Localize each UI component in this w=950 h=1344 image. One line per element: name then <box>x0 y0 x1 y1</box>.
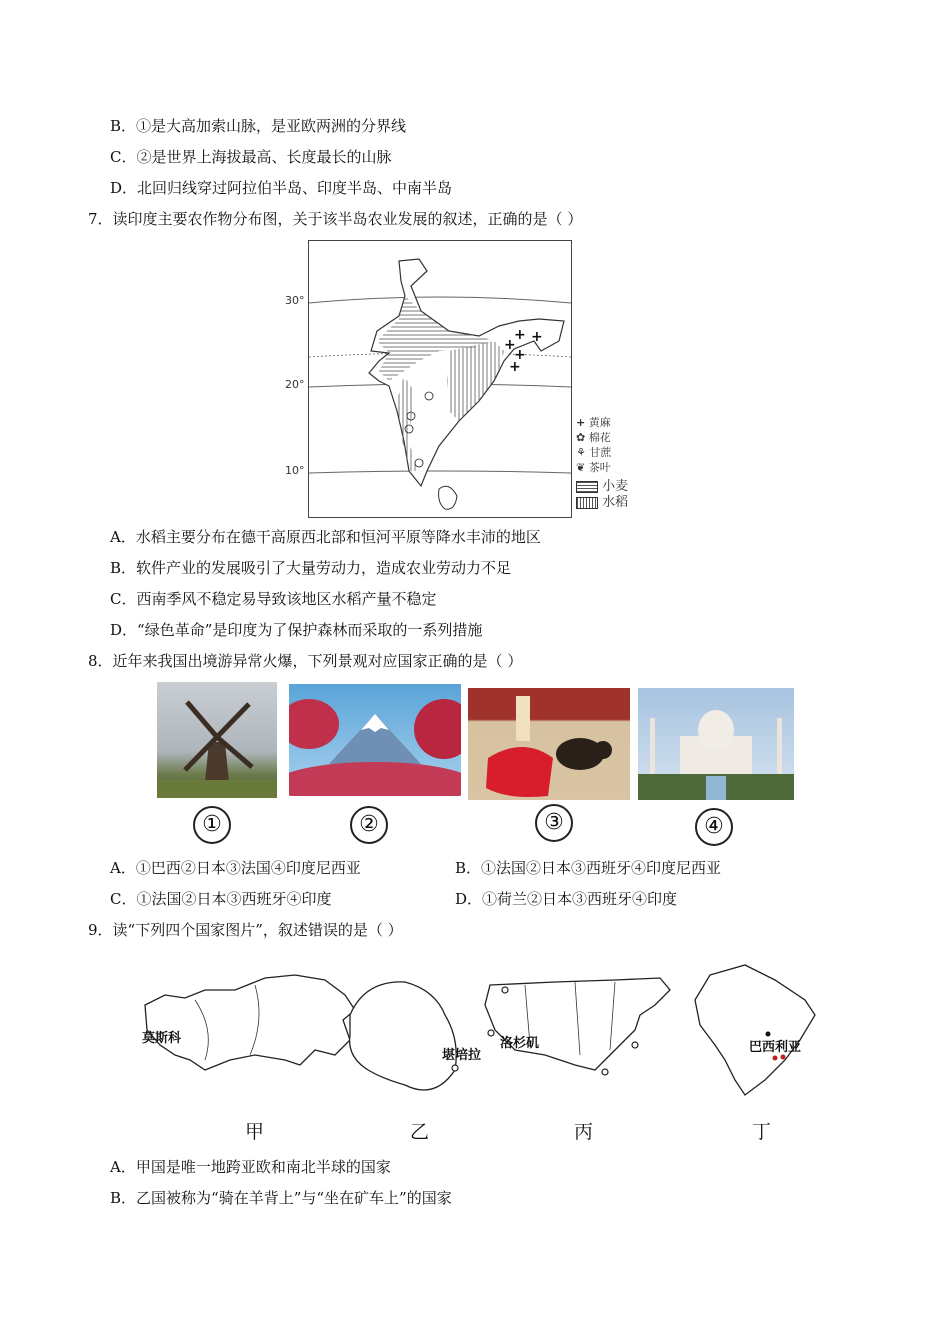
q7-option-a: A．水稻主要分布在德干高原西北部和恒河平原等降水丰沛的地区 <box>110 528 541 546</box>
bullfight-icon <box>468 688 630 800</box>
q8-option-d: D．①荷兰②日本③西班牙④印度 <box>455 890 678 908</box>
country-label-yi: 乙 <box>410 1121 430 1143</box>
city-brasilia: 巴西利亚 <box>749 1040 802 1055</box>
legend-cotton: 棉花 <box>588 431 611 444</box>
jute-icon: + <box>576 416 586 429</box>
sugarcane-icon: ⚘ <box>576 446 586 459</box>
q8-option-b: B．①法国②日本③西班牙④印度尼西亚 <box>455 859 722 877</box>
q9-option-b: B．乙国被称为“骑在羊背上”与“坐在矿车上”的国家 <box>110 1189 452 1207</box>
photo-number-4: ④ <box>695 808 733 846</box>
taj-mahal-icon <box>638 688 794 800</box>
map-lat-30: 30° <box>285 294 305 307</box>
q8-option-a: A．①巴西②日本③法国④印度尼西亚 <box>110 859 361 877</box>
india-map-svg <box>309 241 571 517</box>
bullfight-photo <box>468 688 630 800</box>
q6-option-b: B．①是大高加索山脉，是亚欧两洲的分界线 <box>110 117 407 135</box>
mount-fuji-icon <box>289 684 461 796</box>
svg-text:+: + <box>504 337 516 353</box>
cotton-icon: ✿ <box>576 431 586 444</box>
country-outlines-svg <box>135 960 825 1110</box>
city-canberra: 堪培拉 <box>442 1048 482 1063</box>
country-label-jia: 甲 <box>245 1121 265 1143</box>
country-label-bing: 丙 <box>574 1121 594 1143</box>
q6-option-c: C．②是世界上海拔最高、长度最长的山脉 <box>110 148 392 166</box>
legend-wheat: 小麦 <box>602 479 629 494</box>
city-los-angeles: 洛杉矶 <box>500 1036 540 1051</box>
legend-tea: 茶叶 <box>588 461 611 474</box>
photo-number-2: ② <box>350 806 388 844</box>
windmill-icon <box>157 682 277 798</box>
q7-option-c: C．西南季风不稳定易导致该地区水稻产量不稳定 <box>110 590 437 608</box>
q9-option-a: A．甲国是唯一地跨亚欧和南北半球的国家 <box>110 1158 391 1176</box>
q9-stem: 9．读“下列四个国家图片”，叙述错误的是（ ） <box>88 921 403 939</box>
photo-number-3: ③ <box>535 804 573 842</box>
q6-option-d: D．北回归线穿过阿拉伯半岛、印度半岛、中南半岛 <box>110 179 453 197</box>
q7-option-b: B．软件产业的发展吸引了大量劳动力，造成农业劳动力不足 <box>110 559 512 577</box>
mount-fuji-photo <box>289 684 461 796</box>
india-crop-map <box>308 240 572 518</box>
legend-sugarcane: 甘蔗 <box>589 446 612 459</box>
svg-text:+: + <box>531 329 543 345</box>
photo-number-1: ① <box>193 806 231 844</box>
map-lat-10: 10° <box>285 464 305 477</box>
map-lat-20: 20° <box>285 378 305 391</box>
windmill-photo <box>157 682 277 798</box>
q8-option-c: C．①法国②日本③西班牙④印度 <box>110 890 332 908</box>
q7-stem: 7．读印度主要农作物分布图，关于该半岛农业发展的叙述，正确的是（ ） <box>88 210 583 228</box>
country-outline-maps <box>135 960 825 1110</box>
city-moscow: 莫斯科 <box>142 1031 182 1046</box>
taj-mahal-photo <box>638 688 794 800</box>
country-label-ding: 丁 <box>752 1121 772 1143</box>
svg-text:+: + <box>509 359 521 375</box>
svg-text:+: + <box>514 347 526 363</box>
q8-stem: 8．近年来我国出境游异常火爆，下列景观对应国家正确的是（ ） <box>88 652 523 670</box>
svg-text:+: + <box>514 327 526 343</box>
q7-option-d: D．“绿色革命”是印度为了保护森林而采取的一系列措施 <box>110 621 483 639</box>
legend-jute: 黄麻 <box>588 416 611 429</box>
tea-icon: ❦ <box>576 461 586 474</box>
map-legend <box>576 414 646 510</box>
legend-rice: 水稻 <box>602 495 629 510</box>
rice-swatch <box>576 497 598 509</box>
